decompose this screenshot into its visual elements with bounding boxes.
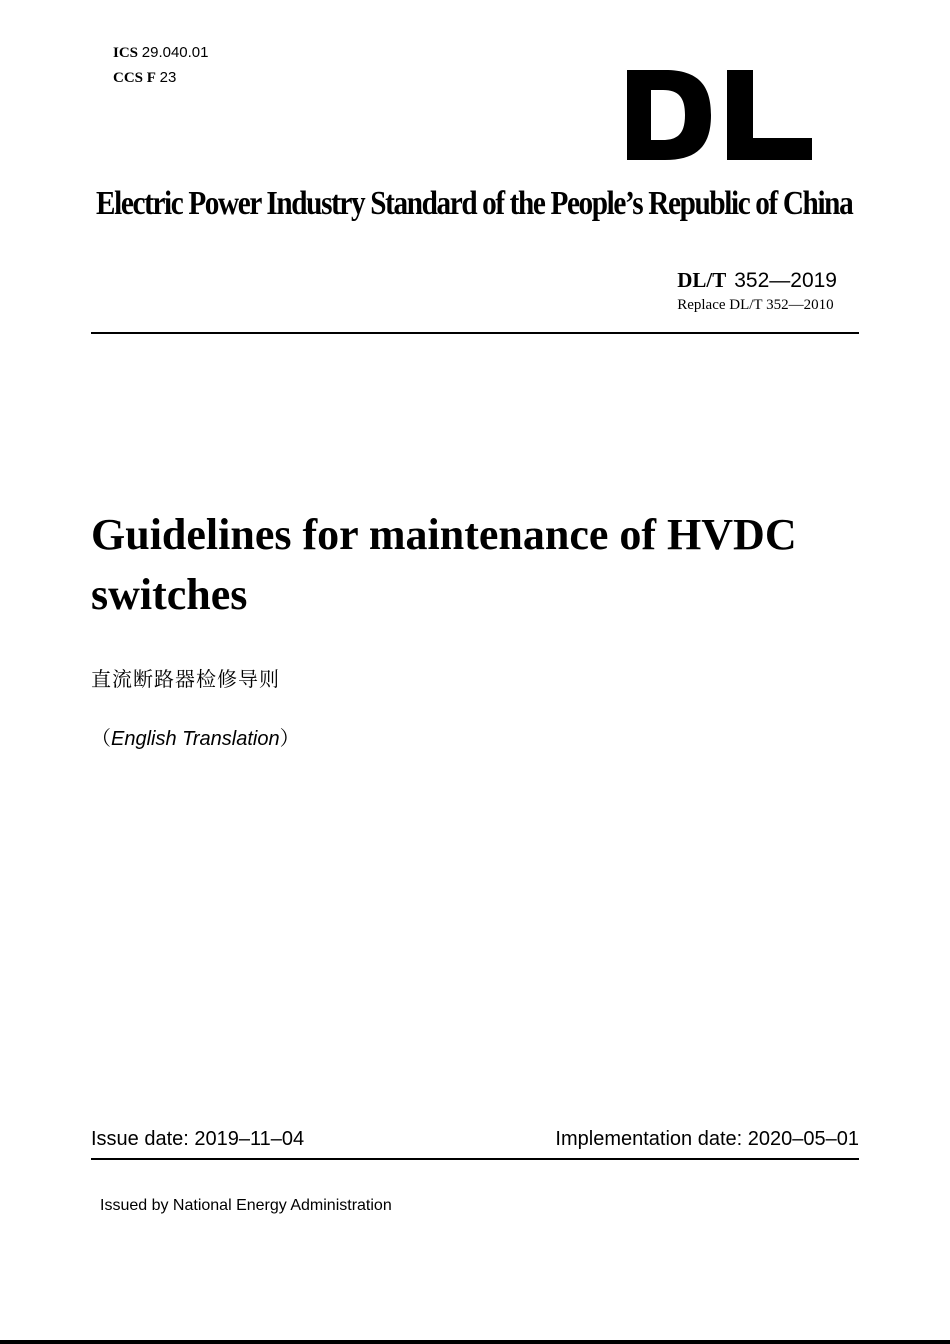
bottom-divider — [91, 1158, 859, 1160]
chinese-title: 直流断路器检修导则 — [91, 667, 280, 691]
translation-label: English Translation — [111, 728, 280, 750]
paren-open: （ — [91, 728, 111, 750]
standard-number-block — [677, 266, 837, 315]
industry-standard-title: Electric Power Industry Standard of the People’s Republic of China — [96, 185, 853, 222]
issuer: Issued by National Energy Administration — [100, 1197, 392, 1214]
standard-number — [677, 266, 837, 295]
ics-code — [113, 42, 209, 64]
translation-note — [91, 724, 300, 754]
ccs-code — [113, 67, 176, 89]
page-bottom-edge — [0, 1340, 950, 1344]
ics-value: 29.040.01 — [141, 44, 209, 61]
standard-code: 352—2019 — [734, 269, 837, 292]
standard-prefix: DL/T — [677, 268, 727, 292]
ccs-label: CCS F — [113, 70, 156, 86]
paren-close: ） — [279, 728, 300, 750]
ccs-value: 23 — [159, 69, 177, 86]
implementation-date: Implementation date: 2020–05–01 — [555, 1128, 859, 1150]
document-title: Guidelines for maintenance of HVDC switches — [91, 510, 797, 619]
dl-logo — [627, 70, 812, 160]
top-divider — [91, 332, 859, 334]
replaces-standard: Replace DL/T 352—2010 — [677, 297, 834, 313]
issue-date: Issue date: 2019–11–04 — [91, 1128, 305, 1150]
ics-label: ICS — [113, 45, 139, 61]
